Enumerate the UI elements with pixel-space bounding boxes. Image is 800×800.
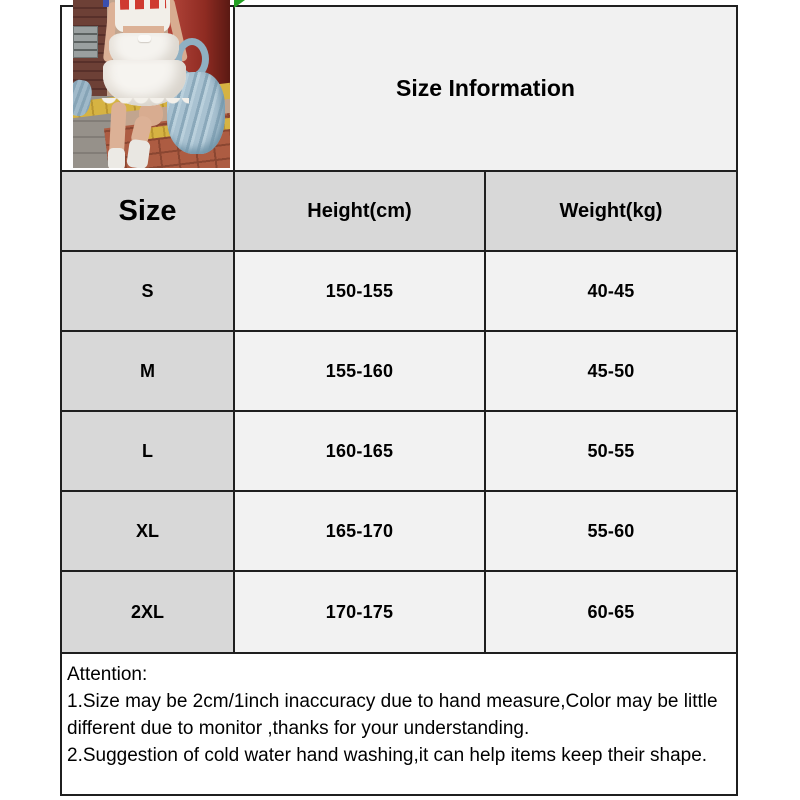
column-header-weight: Weight(kg)	[486, 172, 736, 252]
size-label-2xl: 2XL	[62, 572, 235, 654]
attention-line-2: 1.Size may be 2cm/1inch inaccuracy due to hand measure,Color may be little	[67, 691, 718, 712]
green-corner-marker-icon	[234, 0, 245, 8]
weight-value-2xl: 60-65	[486, 572, 736, 654]
size-label-l: L	[62, 412, 235, 492]
size-label-s: S	[62, 252, 235, 332]
waist-bow	[138, 35, 151, 42]
column-header-height: Height(cm)	[235, 172, 486, 252]
column-header-size: Size	[62, 172, 235, 252]
wall-sign	[73, 26, 98, 58]
size-table	[60, 5, 738, 796]
attention-line-4: 2.Suggestion of cold water hand washing,it can help items keep their shape.	[67, 745, 708, 766]
height-value-xl: 165-170	[235, 492, 486, 572]
height-value-m: 155-160	[235, 332, 486, 412]
page-title: Size Information	[396, 75, 575, 101]
product-photo	[73, 0, 230, 168]
attention-line-3: different due to monitor ,thanks for your understanding.	[67, 718, 530, 739]
table-title-cell	[235, 7, 736, 172]
white-legwarmer	[126, 139, 151, 168]
ruffle-frill-2	[101, 98, 189, 111]
weight-value-xl: 55-60	[486, 492, 736, 572]
weight-value-m: 45-50	[486, 332, 736, 412]
product-photo-cell	[62, 7, 235, 172]
height-value-l: 160-165	[235, 412, 486, 492]
weight-value-l: 50-55	[486, 412, 736, 492]
white-sock	[108, 148, 125, 168]
attention-line-1: Attention:	[67, 664, 148, 685]
height-value-s: 150-155	[235, 252, 486, 332]
height-value-2xl: 170-175	[235, 572, 486, 654]
size-label-m: M	[62, 332, 235, 412]
size-label-xl: XL	[62, 492, 235, 572]
red-graphic-print	[120, 0, 166, 10]
attention-note	[62, 654, 736, 794]
weight-value-s: 40-45	[486, 252, 736, 332]
